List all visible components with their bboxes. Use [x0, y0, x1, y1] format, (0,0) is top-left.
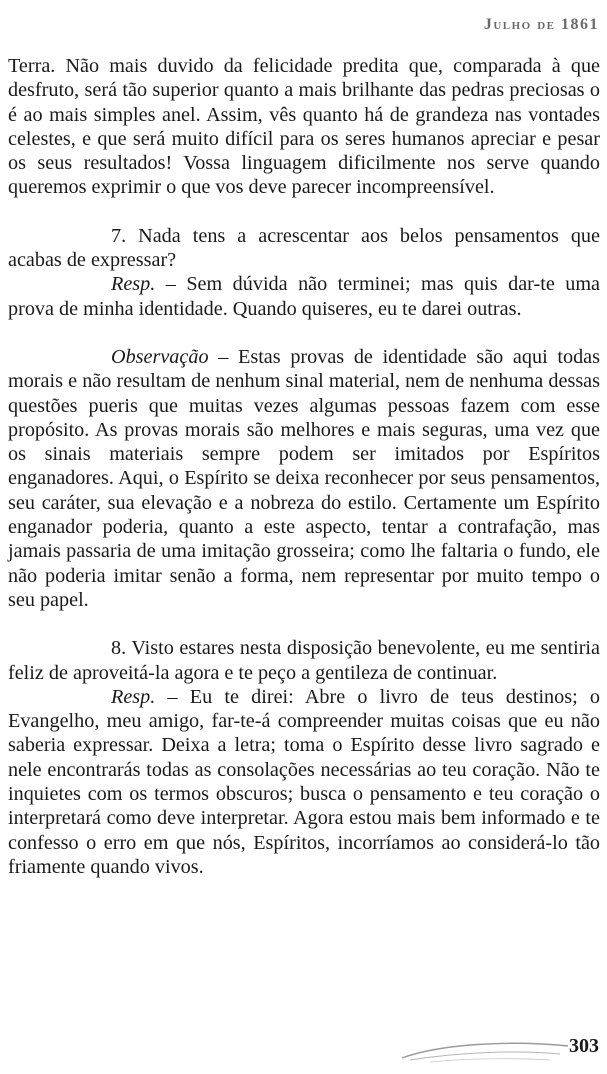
question-8: 8. Visto estares nesta disposição benevolente, eu me sentiria feliz de aproveitá-la agora e te peço a gentileza de continuar. [8, 637, 600, 684]
resp-label: Resp. [111, 273, 156, 296]
answer-7 [8, 272, 600, 321]
observation-text: – Estas provas de identidade são aqui todas morais e não resultam de nenhum sinal material, nem de nenhuma dessas questões pueris que muitas vezes algumas pessoas fazem com esse propósito. As provas morais são melhores e mais seguras, uma vez que os sinais materiais sempre podem ser imitados por Espíritos enganadores. Aqui, o Espírito se deixa reconhecer por seus pensamentos, seu caráter, sua elevação e a nobreza do estilo. Certamente um Espírito enganador poderia, quanto a este aspecto, tentar a contrafação, mas jamais passaria de uma imitação grosseira; como lhe faltaria o fundo, ele não poderia imitar senão a forma, nem representar por muito tempo o seu papel. [8, 345, 600, 611]
swoosh-ornament-icon [400, 1034, 570, 1064]
answer-text: – Eu te direi: Abre o livro de teus destinos; o Evangelho, meu amigo, far-te-á compreender muitas coisas que eu não saberia expressar. Deixa a letra; toma o Espírito desse livro sagrado e nele encontrarás todas as consolações necessárias ao teu coração. Não te inquietes com os termos obscuros; busca o pensamento e teu coração o interpretará como deve interpretar. Agora estou mais bem informado e te confesso o erro em que nós, Espíritos, incorríamos ao considerá-lo tão friamente quando vivos. [8, 685, 600, 878]
page-body [8, 54, 600, 879]
question-7: 7. Nada tens a acrescentar aos belos pensamentos que acabas de expressar? [8, 224, 600, 272]
page-number: 303 [569, 1035, 599, 1057]
answer-8 [8, 685, 600, 879]
page-footer [0, 1030, 607, 1074]
observation [8, 345, 600, 612]
resp-label: Resp. [111, 685, 156, 708]
paragraph-continuation: Terra. Não mais duvido da felicidade predita que, comparada à que desfruto, será tão superior quanto a mais brilhante das pedras preciosas o é ao mais simples anel. Assim, vês quanto há de grandeza nas vontades celestes, e que será muito difícil para os seres humanos apreciar e pesar os seus resultados! Vossa linguagem dificilmente nos serve quando queremos exprimir o que vos deve parecer incompreensível. [8, 55, 600, 199]
answer-text: – Sem dúvida não terminei; mas quis dar-te uma prova de minha identidade. Quando quiseres, eu te darei outras. [8, 273, 600, 320]
running-head: Julho de 1861 [483, 16, 599, 33]
observation-label: Observação [111, 345, 209, 368]
